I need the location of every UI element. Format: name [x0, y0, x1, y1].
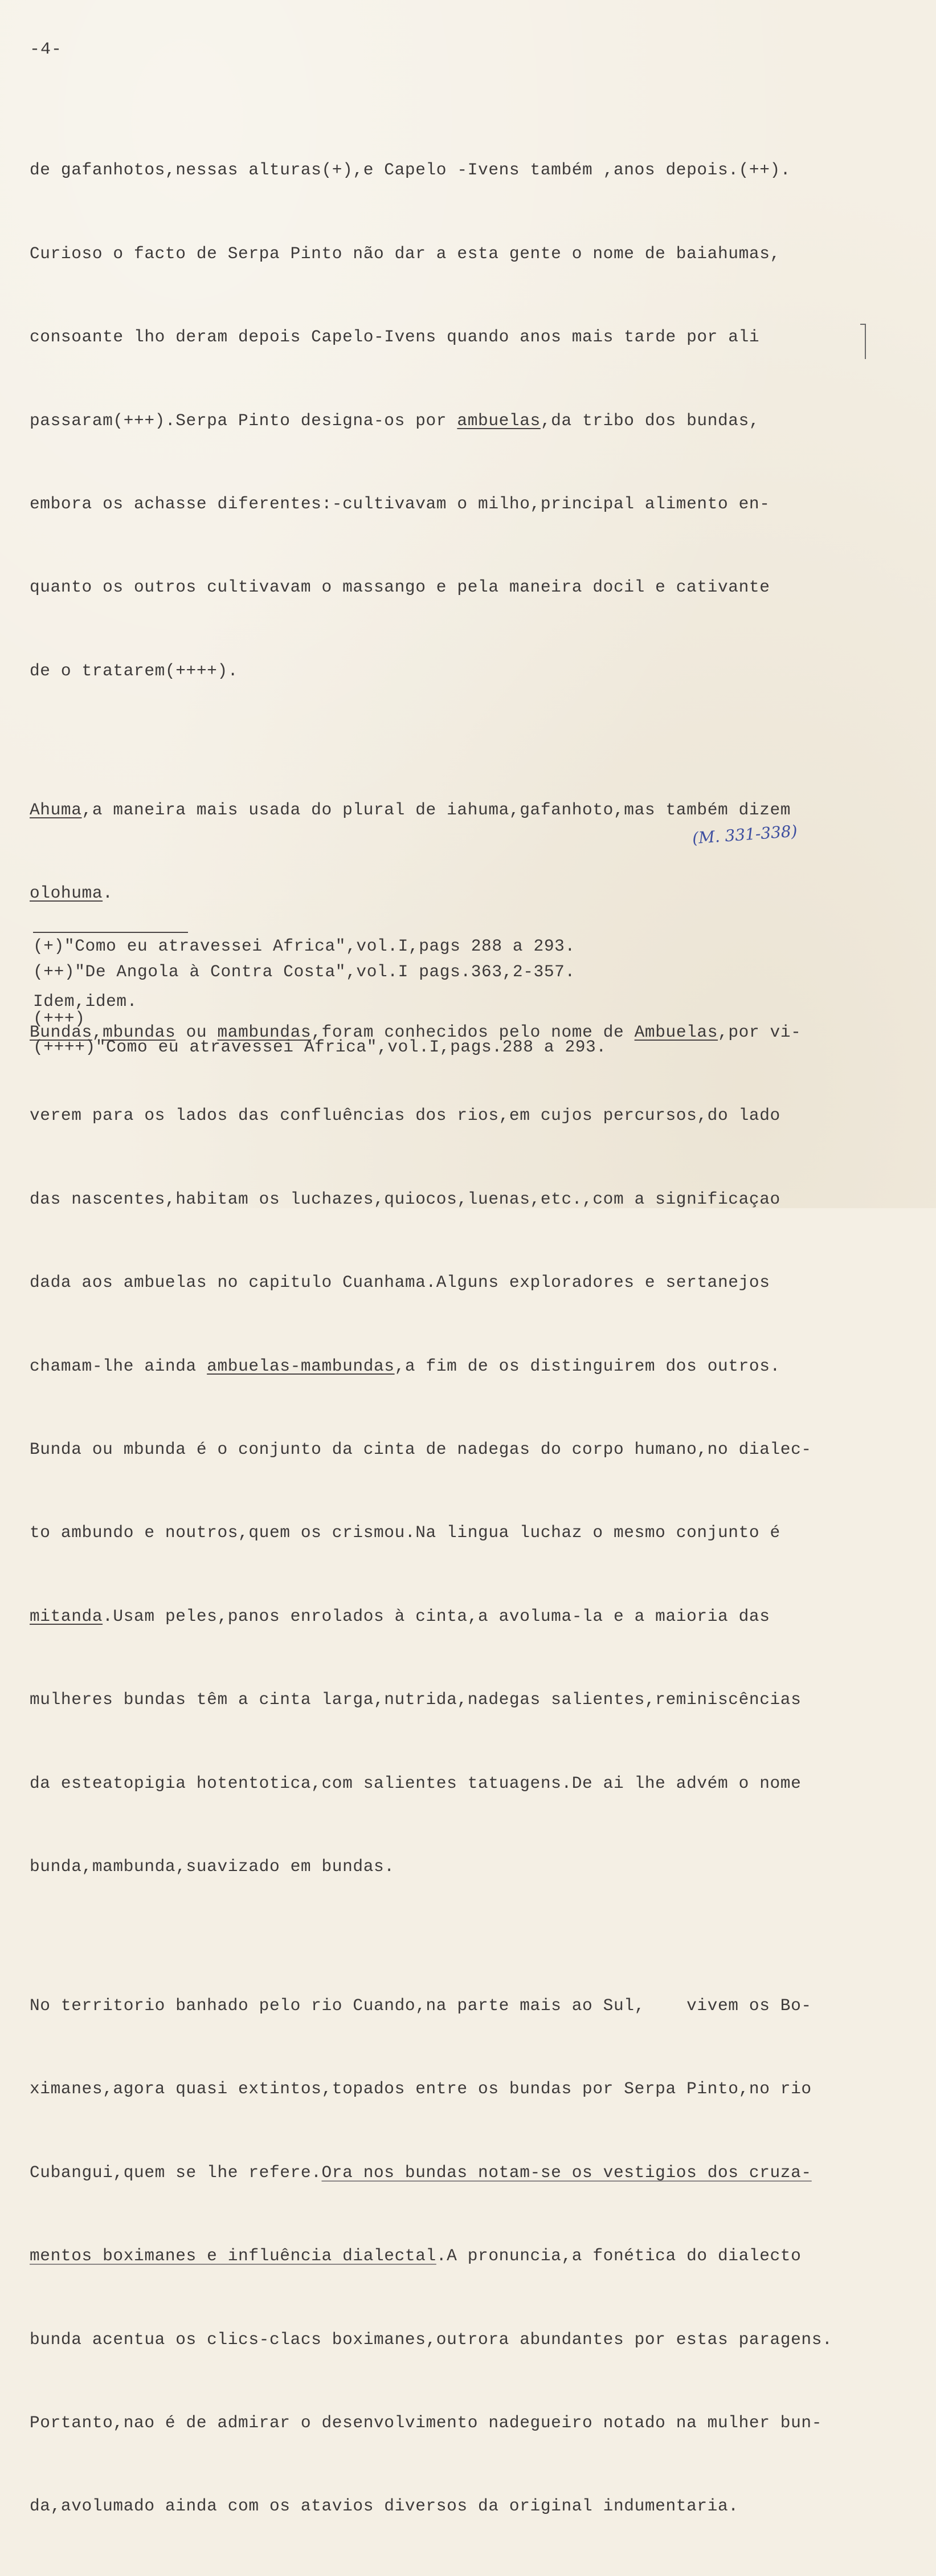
underlined-term: ambuelas-mambundas — [207, 1356, 395, 1376]
text-line — [30, 1603, 918, 1631]
underlined-term: Bundas — [30, 1022, 92, 1042]
text-segment: ou — [175, 1022, 218, 1042]
text-line: No territorio banhado pelo rio Cuando,na parte mais ao Sul, vivem os Bo- — [30, 1995, 812, 2015]
text-segment: ,da tribo dos bundas, — [540, 410, 760, 430]
text-line: quanto os outros cultivavam o massango e pela maneira docil e cativante — [30, 577, 770, 597]
text-line: mulheres bundas têm a cinta larga,nutrida,nadegas salientes,reminiscências — [30, 1690, 802, 1710]
text-line: embora os achasse diferentes:-cultivavam o milho,principal alimento en- — [30, 494, 770, 513]
footnote: (+)"Como eu atravessei Africa",vol.I,pags 288 a 293. — [33, 936, 575, 956]
text-segment: Cubangui,quem se lhe refere. — [30, 2162, 322, 2182]
text-line: das nascentes,habitam os luchazes,quiocos,luenas,etc.,com a significaçao — [30, 1189, 780, 1209]
underlined-term: mambundas — [217, 1022, 312, 1042]
text-line: consoante lho deram depois Capelo-Ivens quando anos mais tarde por ali — [30, 327, 760, 347]
underlined-term: olohuma — [30, 883, 103, 903]
text-segment: ,a maneira mais usada do plural de iahuma,gafanhoto,mas também dizem — [81, 800, 791, 820]
pencil-underlined-passage: Ora nos bundas notam-se os vestigios dos cruza- — [321, 2162, 812, 2182]
underlined-term: ambuelas — [457, 410, 541, 430]
text-line: bunda,mambunda,suavizado em bundas. — [30, 1857, 395, 1876]
text-line: Portanto,nao é de admirar o desenvolvimento nadegueiro notado na mulher bun- — [30, 2412, 823, 2432]
text-line — [30, 796, 918, 824]
text-line: bunda acentua os clics-clacs boximanes,outrora abundantes por estas paragens. — [30, 2329, 833, 2349]
footnote: (++++)"Como eu atravessei Africa",vol.I,pags.288 a 293. — [33, 1037, 607, 1057]
text-line: de o tratarem(++++). — [30, 661, 239, 680]
text-line: dada aos ambuelas no capitulo Cuanhama.Alguns exploradores e sertanejos — [30, 1273, 770, 1293]
text-line: verem para os lados das confluências dos rios,em cujos percursos,do lado — [30, 1106, 780, 1126]
underlined-term: mbundas — [103, 1022, 176, 1042]
footnote-separator — [33, 932, 188, 933]
underlined-term: Ahuma — [30, 800, 82, 820]
text-line: Curioso o facto de Serpa Pinto não dar a esta gente o nome de baiahumas, — [30, 243, 780, 263]
text-line: da,avolumado ainda com os atavios diversos da original indumentaria. — [30, 2496, 739, 2516]
text-segment: chamam-lhe ainda — [30, 1356, 207, 1376]
text-segment: , — [92, 1022, 103, 1042]
body-text — [30, 73, 918, 2576]
text-segment: . — [103, 883, 113, 903]
text-segment: .Usam peles,panos enrolados à cinta,a avoluma-la e a maioria das — [103, 1606, 770, 1626]
margin-bracket-mark — [860, 324, 866, 359]
footnote: (++)"De Angola à Contra Costa",vol.I pags.363,2-357. — [33, 962, 575, 981]
text-line — [30, 407, 918, 435]
text-line — [30, 2159, 918, 2187]
text-segment: .A pronuncia,a fonética do dialecto — [436, 2246, 802, 2266]
text-line: to ambundo e noutros,quem os crismou.Na lingua luchaz o mesmo conjunto é — [30, 1523, 780, 1543]
underlined-term: Ambuelas — [634, 1022, 718, 1042]
underlined-term: mitanda — [30, 1606, 103, 1626]
text-line — [30, 879, 918, 907]
text-segment: ,foram conhecidos pelo nome de — [311, 1022, 635, 1042]
text-line: da esteatopigia hotentotica,com salientes tatuagens.De ai lhe advém o nome — [30, 1773, 802, 1793]
text-line: ximanes,agora quasi extintos,topados entre os bundas por Serpa Pinto,no rio — [30, 2079, 812, 2099]
text-segment: passaram(+++).Serpa Pinto designa-os por — [30, 410, 457, 430]
pencil-underlined-passage: mentos boximanes e influência dialectal — [30, 2246, 436, 2266]
text-line: Bunda ou mbunda é o conjunto da cinta de nadegas do corpo humano,no dialec- — [30, 1440, 812, 1460]
text-line: de gafanhotos,nessas alturas(+),e Capelo -Ivens também ,anos depois.(++). — [30, 160, 791, 180]
footnote: (+++) — [33, 1009, 85, 1028]
text-line — [30, 2242, 918, 2270]
text-segment: ,a fim de os distinguirem dos outros. — [394, 1356, 780, 1376]
footnote: Idem,idem. — [33, 992, 138, 1011]
text-segment: ,por vi- — [718, 1022, 802, 1042]
text-line — [30, 1352, 918, 1380]
page-number: -4- — [30, 40, 63, 59]
handwritten-annotation: (M. 331-338) — [692, 821, 798, 848]
